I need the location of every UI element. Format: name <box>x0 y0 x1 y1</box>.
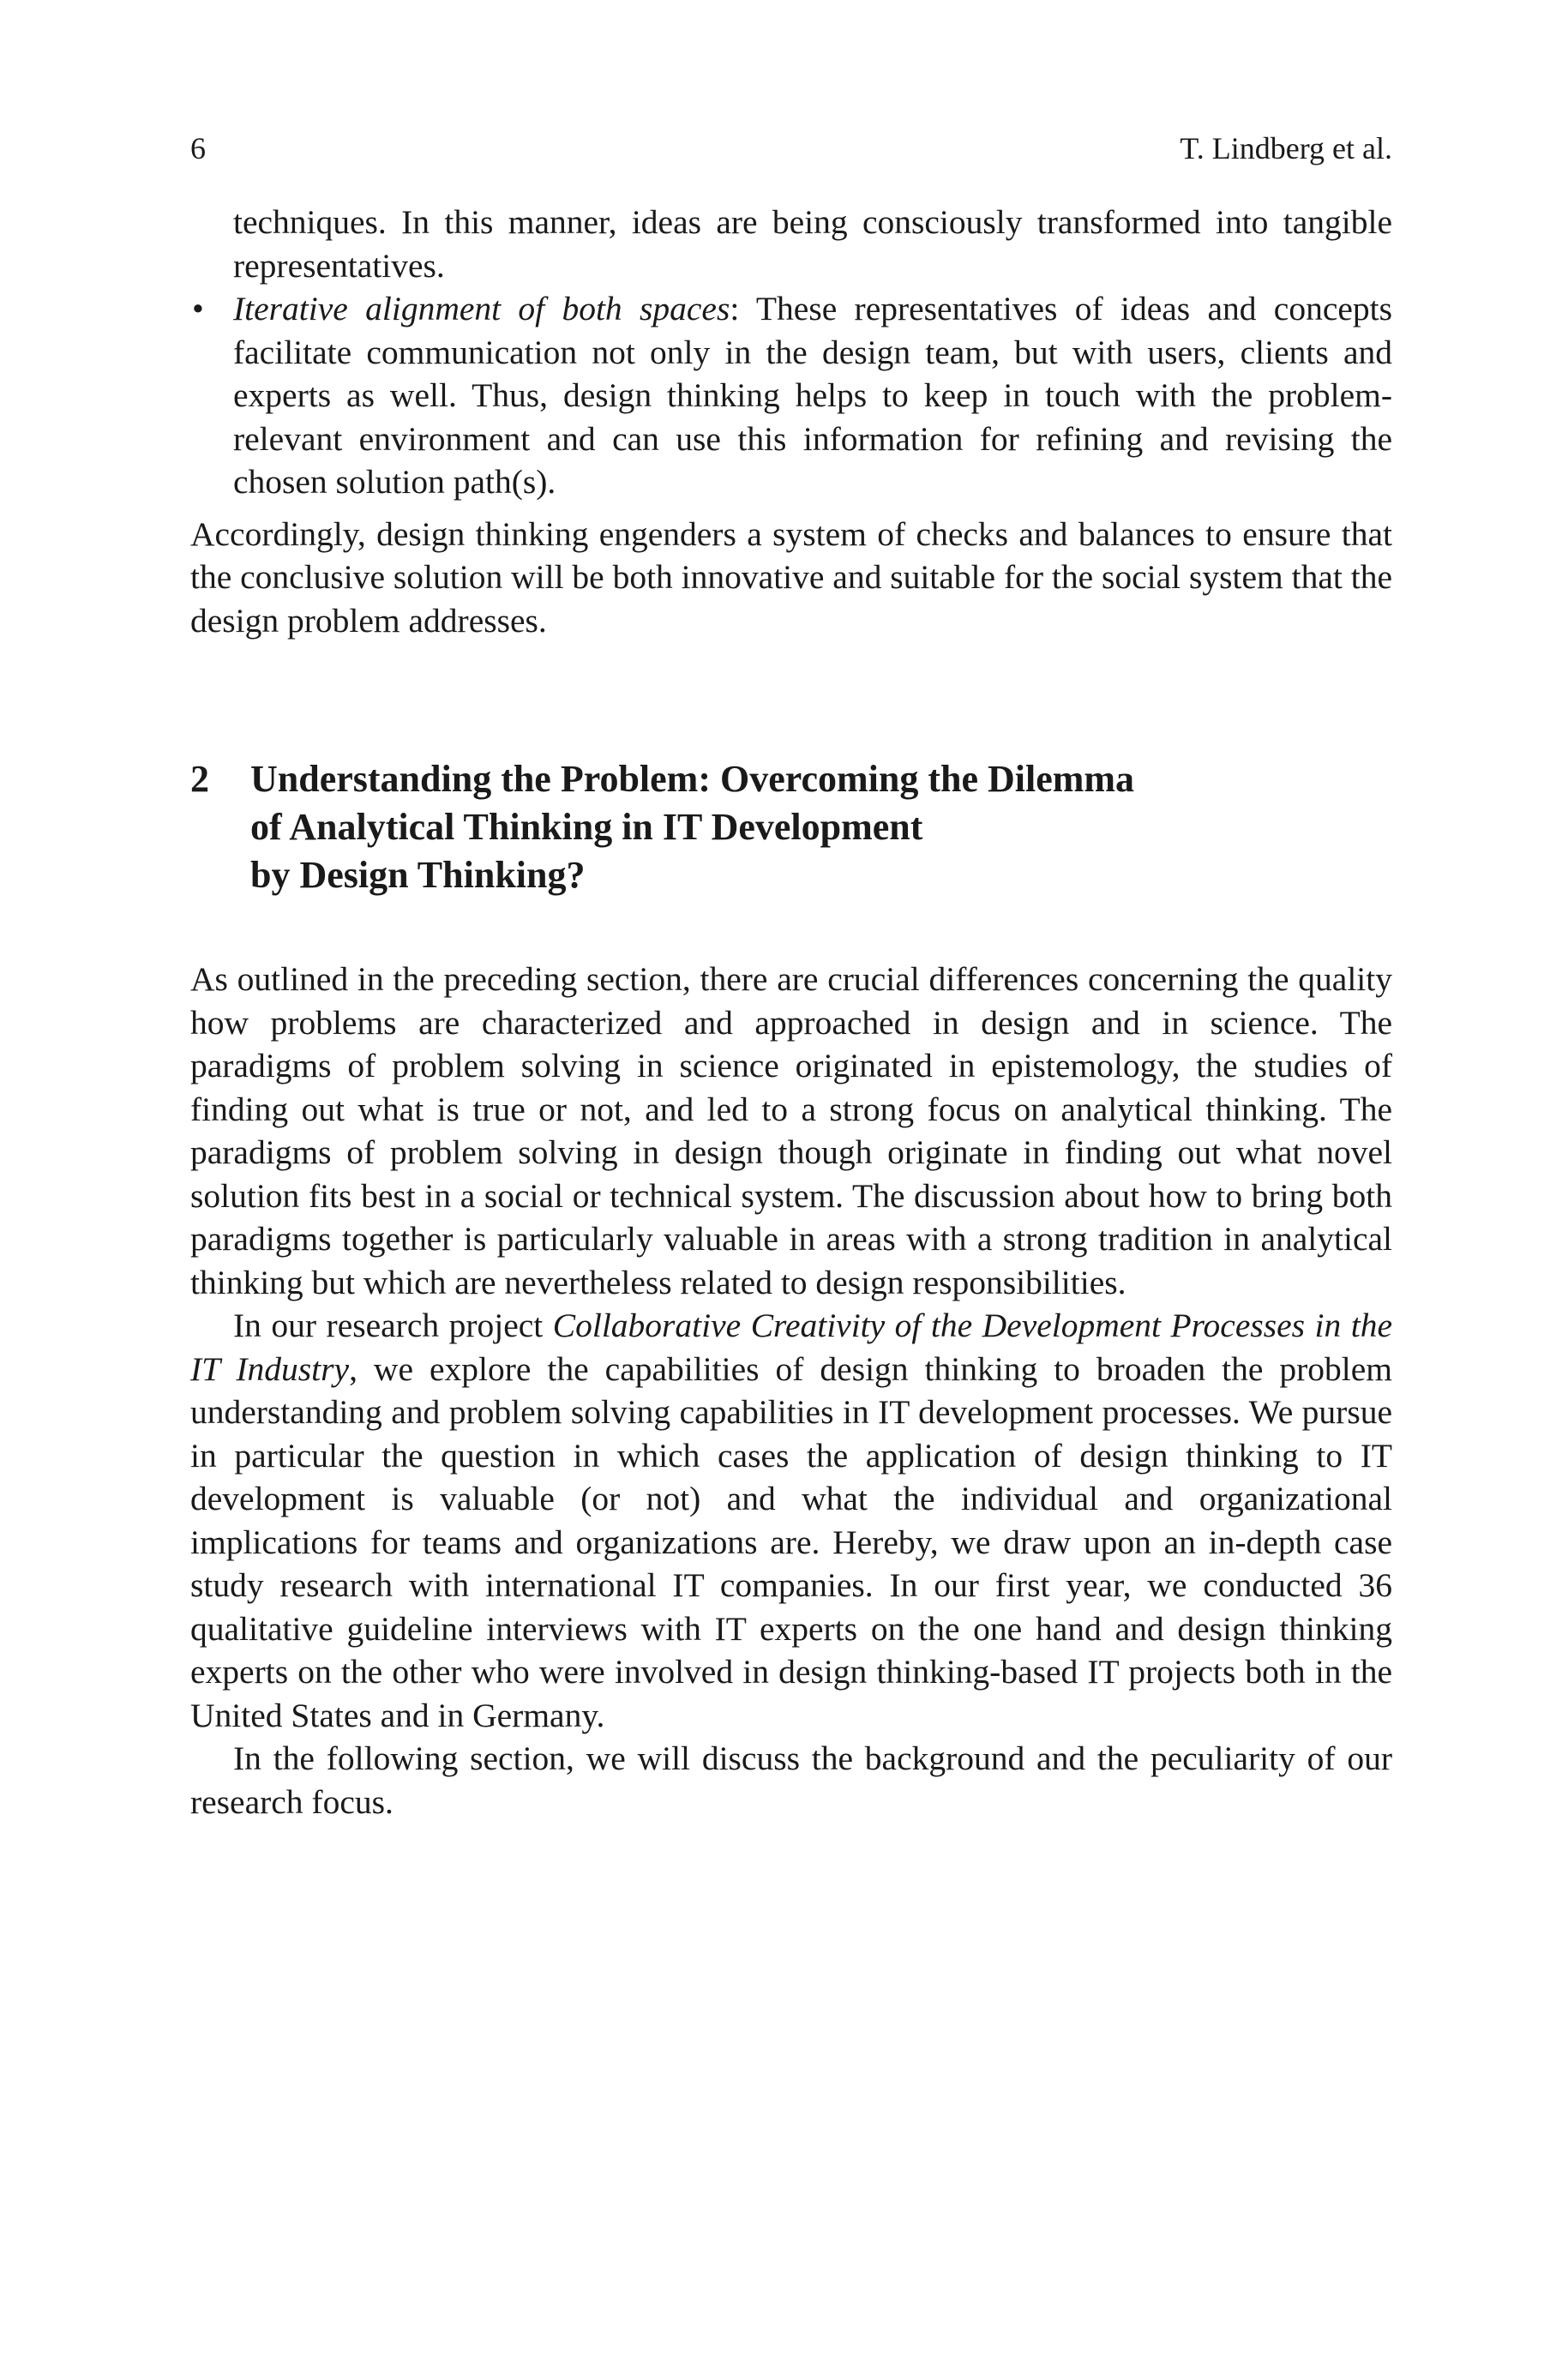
section-title-line-2: of Analytical Thinking in IT Development <box>250 806 923 848</box>
page-number: 6 <box>190 131 206 165</box>
bullet-continuation: techniques. In this manner, ideas are being consciously transformed into tangible representatives. <box>233 203 1392 285</box>
section-paragraph-3: In the following section, we will discuss the background and the peculiarity of our research focus. <box>190 1739 1392 1821</box>
body-text <box>190 201 1392 642</box>
paragraph-2-lead: In our research project <box>233 1307 553 1344</box>
bullet-term: Iterative alignment of both spaces <box>233 290 730 327</box>
running-title: T. Lindberg et al. <box>1180 131 1392 165</box>
bullet-item <box>190 287 1392 504</box>
section-paragraph-1: As outlined in the preceding section, there are crucial differences concerning the quality how problems are characterized and approached in design and in science. The paradigms of problem solving in science originated in epistemology, the studies of finding out what is true or not, and led to a strong focus on analytical thinking. The paradigms of problem solving in design though originate in finding out what novel solution fits best in a social or technical system. The discussion about how to bring both paradigms together is particularly valuable in areas with a strong tradition in analytical thinking but which are nevertheless related to design responsibilities. <box>190 960 1392 1301</box>
closing-paragraph: Accordingly, design thinking engenders a system of checks and balances to ensure that the conclusive solution will be both innovative and suitable for the social system that the design problem addresses. <box>190 514 1392 640</box>
section-number: 2 <box>190 758 209 800</box>
section-paragraph-2 <box>190 1304 1392 1737</box>
book-page <box>190 127 1392 1823</box>
section-title-line-1: Understanding the Problem: Overcoming the Dilemma <box>250 758 1135 800</box>
bullet-text: : These representatives of ideas and concepts facilitate communication not only in the design team, but with users, clients and experts as well. Thus, design thinking helps to keep in touch with the problem-relevant environment and can use this information for refining and revising the chosen solution path(s). <box>233 290 1392 501</box>
section-body <box>190 958 1392 1823</box>
project-title: Collaborative Creativity of the Development Processes in the IT Industry <box>190 1307 1392 1388</box>
section-title-line-3: by Design Thinking? <box>250 854 586 896</box>
running-head <box>190 127 1392 170</box>
paragraph-2-rest: , we explore the capabilities of design thinking to broaden the problem understanding and problem solving capabilities in IT development processes. We pursue in particular the question in which cases the application of design thinking to IT development is valuable (or not) and what the individual and organizational implications for teams and organizations are. Hereby, we draw upon an in-depth case study research with international IT companies. In our first year, we conducted 36 qualitative guideline interviews with IT experts on the one hand and design thinking experts on the other who were involved in design thinking-based IT projects both in the United States and in Germany. <box>190 1349 1393 1734</box>
bullet-marker: • <box>192 290 204 327</box>
section-heading <box>190 755 1392 899</box>
